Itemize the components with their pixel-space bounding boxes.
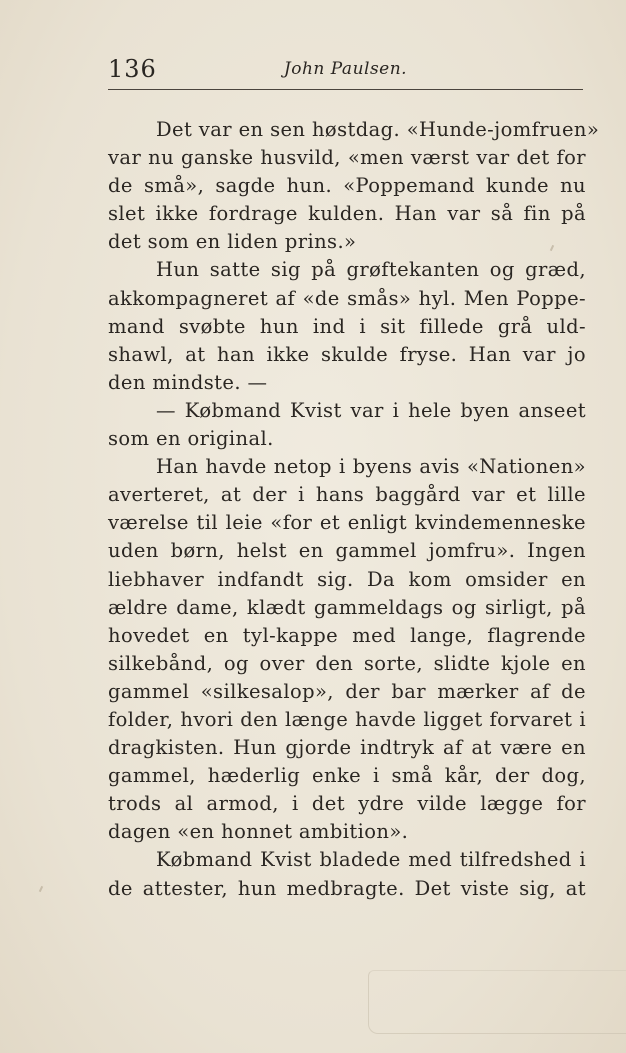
running-title: John Paulsen. — [283, 59, 408, 79]
text-line: Købmand Kvist bladede med tilfredshed i — [156, 848, 586, 872]
text-line: det som en liden prins.» — [108, 230, 357, 254]
text-line: hovedet en tyl-kappe med lange, flagrende — [108, 623, 586, 647]
text-line: de attester, hun medbragte. Det viste sig, at — [108, 876, 586, 900]
paper-crease — [368, 970, 626, 1034]
text-line: folder, hvori den længe havde ligget forvaret i — [108, 707, 586, 731]
text-line: uden børn, helst en gammel jomfru». Ingen — [108, 539, 586, 563]
text-line: liebhaver indfandt sig. Da kom omsider en — [108, 567, 586, 591]
text-line: trods al armod, i det ydre vilde lægge for — [108, 792, 586, 816]
text-line: slet ikke fordrage kulden. Han var så fin på — [108, 202, 586, 226]
text-line: Han havde netop i byens avis «Nationen» — [156, 455, 586, 479]
text-line: gammel «silkesalop», der bar mærker af de — [108, 679, 586, 703]
text-line: mand svøbte hun ind i sit fillede grå uld- — [108, 314, 586, 338]
text-line: som en original. — [108, 427, 274, 451]
page-header — [108, 52, 583, 86]
text-line: de små», sagde hun. «Poppemand kunde nu — [108, 174, 586, 198]
paper-speck — [39, 886, 43, 892]
text-line: Det var en sen høstdag. «Hunde-jomfruen» — [156, 118, 600, 141]
text-line: gammel, hæderlig enke i små kår, der dog, — [108, 764, 586, 788]
text-line: silkebånd, og over den sorte, slidte kjole en — [108, 651, 586, 675]
text-line: shawl, at han ikke skulde fryse. Han var jo — [108, 342, 586, 366]
text-line: akkompagneret af «de smås» hyl. Men Poppe- — [108, 286, 586, 310]
text-line: ældre dame, klædt gammeldags og sirligt, på — [108, 595, 586, 619]
text-line: averteret, at der i hans baggård var et lille — [108, 483, 586, 507]
text-line: dragkisten. Hun gjorde indtryk af at være en — [108, 736, 586, 760]
text-line: værelse til leie «for et enligt kvindemenneske — [108, 511, 586, 535]
text-line: dagen «en honnet ambition». — [108, 820, 409, 844]
text-line: den mindste. — — [108, 370, 268, 394]
page-number: 136 — [108, 55, 157, 83]
text-line: var nu ganske husvild, «men værst var det for — [108, 146, 586, 170]
text-line: — Købmand Kvist var i hele byen anseet — [156, 398, 586, 422]
body-text — [108, 116, 600, 903]
header-rule — [108, 89, 583, 90]
text-line: Hun satte sig på grøftekanten og græd, — [156, 258, 586, 282]
